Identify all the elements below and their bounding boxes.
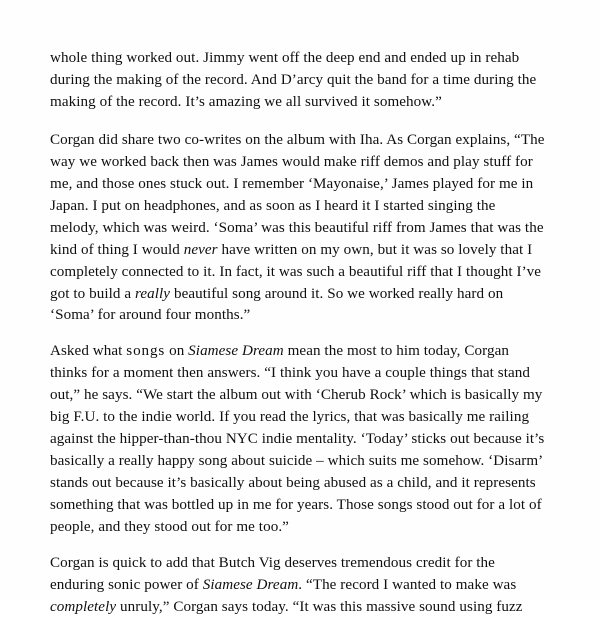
paragraph: Corgan is quick to add that Butch Vig deserves tremendous credit for the enduring sonic power of Siamese Dream. “The record I wanted to make was completely unruly,” Corgan says today. “It was this massive sound using fuzz: [50, 555, 523, 615]
italic-run: Siamese Dream: [188, 343, 284, 360]
letterspaced-run: songs: [126, 343, 166, 360]
italic-run: Siamese Dream: [202, 576, 299, 593]
paragraph: Asked what songs on Siamese Dream mean the most to him today, Corgan thinks for a moment then answers. “I think you have a couple things that stand out,” he says. “We start the album out with ‘Cherub Rock’ which is basically my big F.U. to the indie world. If you read the lyrics, that was basically me railing against the hipper-than-thou NYC indie mentality. ‘Today’ sticks out because it’s basically a really happy song about suicide – which suits me somehow. ‘Disarm’ stands out because it’s basically about being abused as a child, and it represents something that was bottled up in me for years. Those songs stood out for a lot of people, and they stood out for me too.”: [50, 343, 545, 536]
paragraph: Corgan did share two co-writes on the album with Iha. As Corgan explains, “The way we worked back then was James would make riff demos and play stuff for me, and those ones stuck out. I remember ‘Mayonaise,’ James played for me in Japan. I put on headphones, and as soon as I heard it I started singing the melody, which was weird. ‘Soma’ was this beautiful riff from James that was the kind of thing I would never have written on my own, but it was so lovely that I completely connected to it. In fact, it was such a beautiful riff that I thought I’ve got to build a really beautiful song around it. So we worked really hard on ‘Soma’ for around four months.”: [50, 131, 545, 324]
paragraph: whole thing worked out. Jimmy went off the deep end and ended up in rehab during the making of the record. And D’arcy quit the band for a time during the making of the record. It’s amazing we all survived it somehow.”: [50, 50, 537, 110]
italic-run: never: [183, 241, 218, 258]
italic-run: really: [134, 285, 171, 302]
italic-run: completely: [50, 598, 117, 615]
page-body: [50, 48, 546, 619]
